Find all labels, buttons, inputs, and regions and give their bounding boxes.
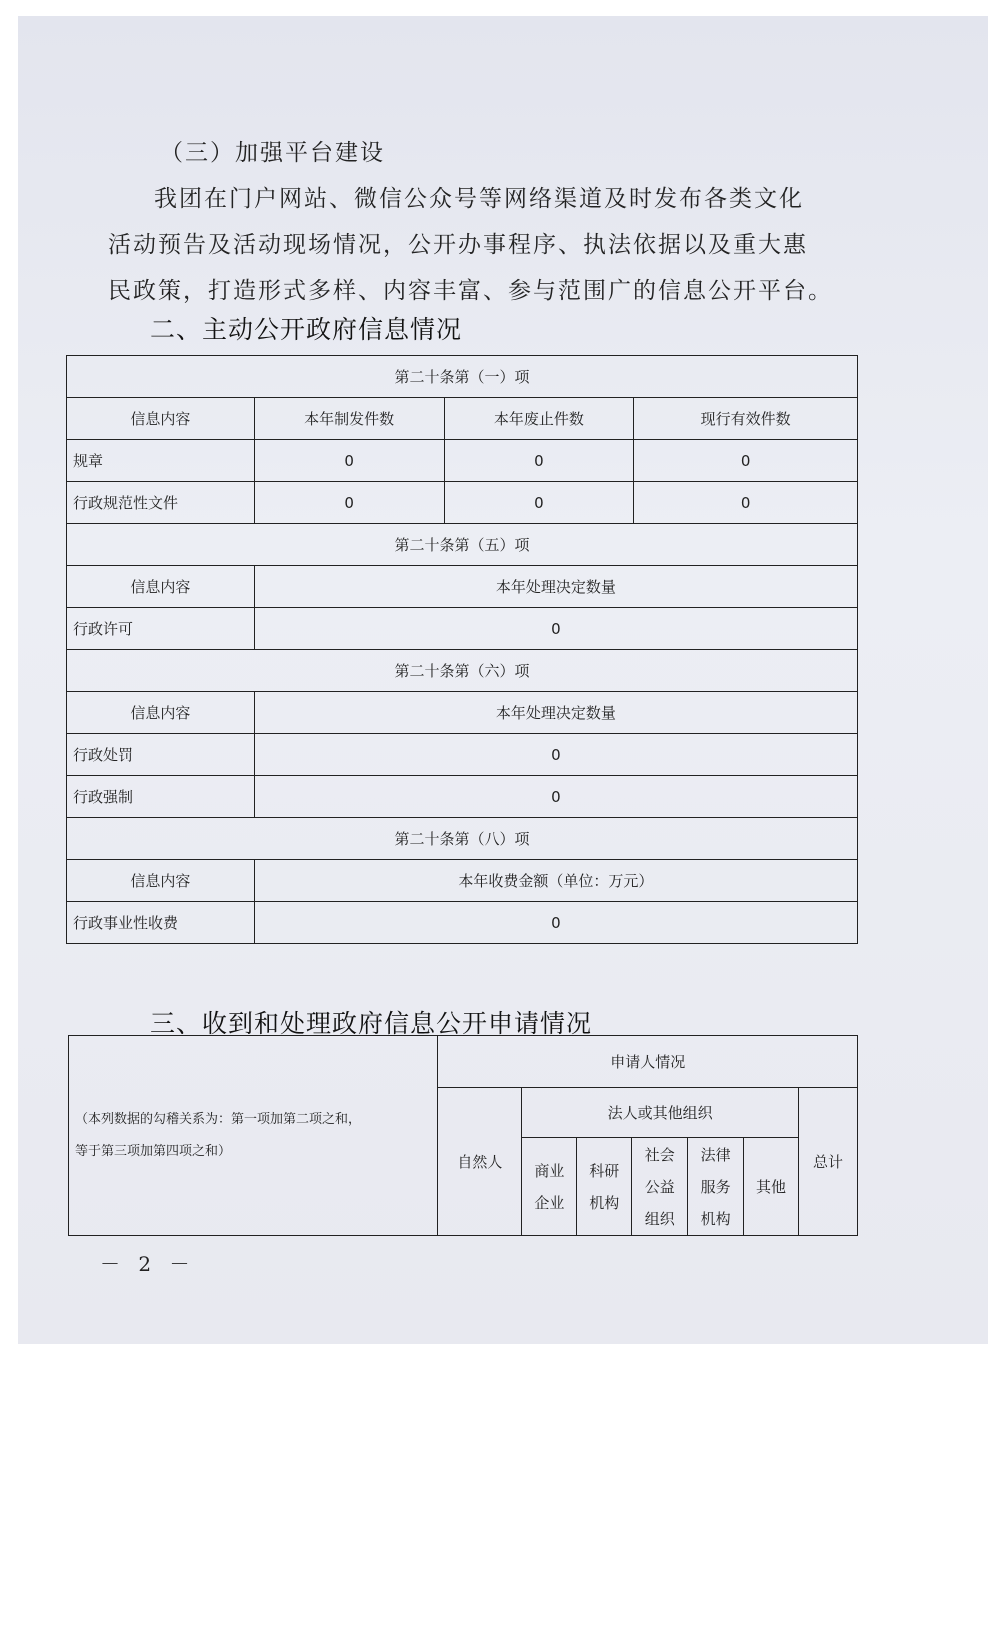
article-title: 第二十条第（六）项 <box>67 650 858 692</box>
header-decision-count: 本年处理决定数量 <box>254 692 857 734</box>
header-legal-line: 服务 <box>700 1177 731 1196</box>
paragraph-line: 活动预告及活动现场情况，公开办事程序、执法依据以及重大惠 <box>108 232 808 258</box>
article-title: 第二十条第（一）项 <box>67 356 858 398</box>
cell-value: 0 <box>254 440 444 482</box>
paragraph-line: 民政策，打造形式多样、内容丰富、参与范围广的信息公开平台。 <box>108 278 833 304</box>
header-info-content: 信息内容 <box>67 398 255 440</box>
application-table <box>68 1035 858 1236</box>
header-legal-service <box>688 1138 744 1236</box>
header-valid: 现行有效件数 <box>634 398 858 440</box>
header-legal-group: 法人或其他组织 <box>522 1088 799 1138</box>
header-other: 其他 <box>744 1138 799 1236</box>
cell-value: 0 <box>254 734 857 776</box>
section-title: 三、收到和处理政府信息公开申请情况 <box>150 1009 593 1038</box>
page-number: － 2 － <box>100 1252 196 1276</box>
header-applicant: 申请人情况 <box>438 1036 858 1088</box>
cell-value: 0 <box>634 440 858 482</box>
header-abolished: 本年废止件数 <box>444 398 634 440</box>
header-legal-line: 机构 <box>700 1209 731 1228</box>
section-subheading: （三）加强平台建设 <box>160 140 385 166</box>
cell-value: 0 <box>254 608 857 650</box>
header-natural-person: 自然人 <box>438 1088 522 1236</box>
header-research-line: 科研 <box>589 1161 620 1180</box>
header-decision-count: 本年处理决定数量 <box>254 566 857 608</box>
section-title: 二、主动公开政府信息情况 <box>150 315 463 344</box>
header-info-content: 信息内容 <box>67 566 255 608</box>
article-title: 第二十条第（八）项 <box>67 818 858 860</box>
header-info-content: 信息内容 <box>67 692 255 734</box>
header-business-line: 商业 <box>534 1161 565 1180</box>
row-label: 行政处罚 <box>67 734 255 776</box>
consistency-note <box>69 1036 438 1236</box>
header-legal-line: 法律 <box>700 1145 731 1164</box>
header-research-line: 机构 <box>589 1193 620 1212</box>
body-paragraph <box>108 176 833 314</box>
header-social-line: 社会 <box>644 1145 675 1164</box>
note-line: 等于第三项加第四项之和） <box>75 1143 232 1159</box>
paragraph-line: 我团在门户网站、微信公众号等网络渠道及时发布各类文化 <box>154 186 804 212</box>
cell-value: 0 <box>444 482 634 524</box>
header-business <box>522 1138 577 1236</box>
row-label: 规章 <box>67 440 255 482</box>
row-label: 行政事业性收费 <box>67 902 255 944</box>
header-business-line: 企业 <box>534 1193 565 1212</box>
note-line: （本列数据的勾稽关系为：第一项加第二项之和， <box>75 1111 362 1127</box>
header-social-line: 组织 <box>644 1209 675 1228</box>
row-label: 行政强制 <box>67 776 255 818</box>
proactive-disclosure-table <box>66 355 858 944</box>
header-social <box>632 1138 688 1236</box>
header-social-line: 公益 <box>644 1177 675 1196</box>
cell-value: 0 <box>254 902 857 944</box>
cell-value: 0 <box>634 482 858 524</box>
row-label: 行政规范性文件 <box>67 482 255 524</box>
cell-value: 0 <box>444 440 634 482</box>
cell-value: 0 <box>254 776 857 818</box>
cell-value: 0 <box>254 482 444 524</box>
header-research <box>577 1138 632 1236</box>
header-fee-amount: 本年收费金额（单位：万元） <box>254 860 857 902</box>
article-title: 第二十条第（五）项 <box>67 524 858 566</box>
header-info-content: 信息内容 <box>67 860 255 902</box>
header-issued: 本年制发件数 <box>254 398 444 440</box>
header-total: 总计 <box>799 1088 858 1236</box>
row-label: 行政许可 <box>67 608 255 650</box>
